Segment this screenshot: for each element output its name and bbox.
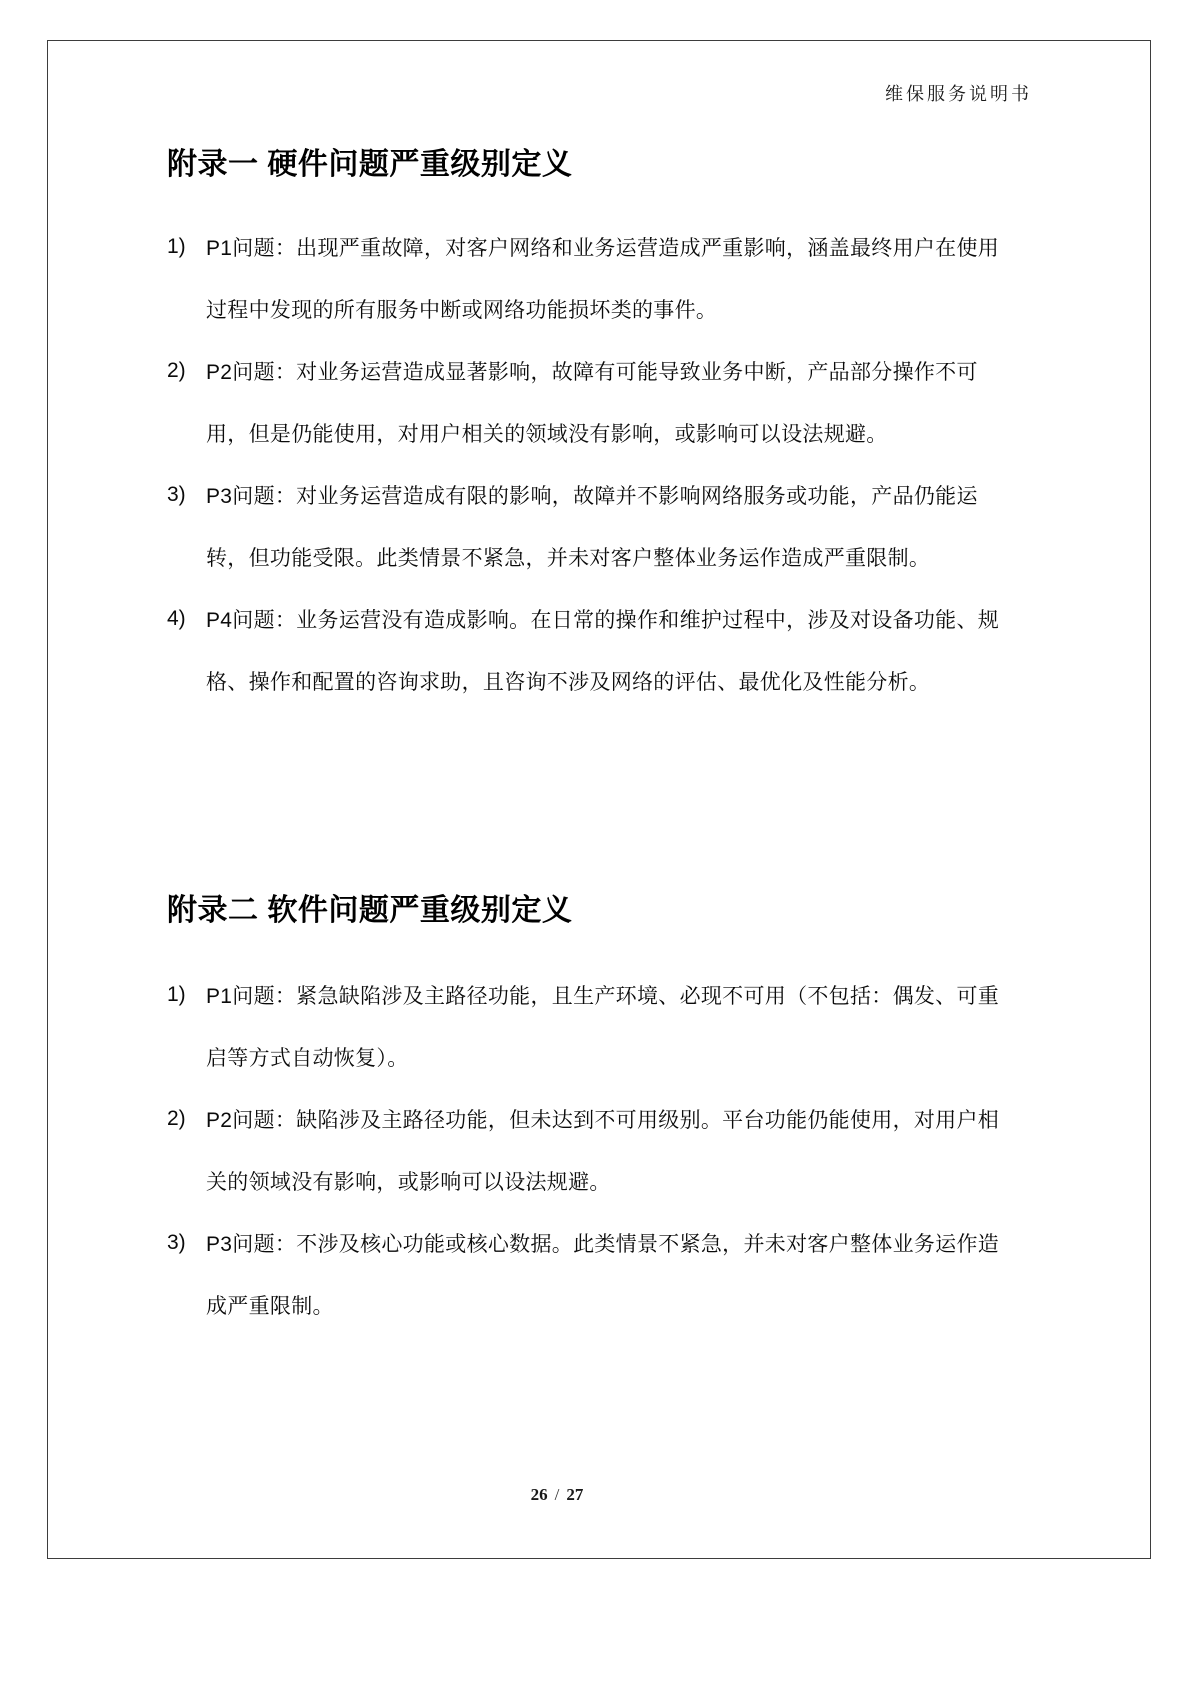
list-item <box>167 216 1115 340</box>
item-number: 1) <box>167 235 186 258</box>
list-item <box>167 464 1115 588</box>
item-line-1: P2问题：对业务运营造成显著影响，故障有可能导致业务中断，产品部分操作不可 <box>206 361 978 384</box>
list-item <box>167 964 1115 1088</box>
item-line-1: P1问题：紧急缺陷涉及主路径功能，且生产环境、必现不可用（不包括：偶发、可重 <box>206 985 1000 1008</box>
appendix-2-title: 附录二 软件问题严重级别定义 <box>167 894 573 927</box>
item-number: 4) <box>167 607 186 630</box>
list-item <box>167 1088 1115 1212</box>
item-number: 2) <box>167 359 186 382</box>
item-line-1: P3问题：对业务运营造成有限的影响，故障并不影响网络服务或功能，产品仍能运 <box>206 485 978 508</box>
item-line-2: 启等方式自动恢复）。 <box>206 1047 409 1070</box>
item-number: 3) <box>167 1231 186 1254</box>
item-line-2: 用，但是仍能使用，对用户相关的领域没有影响，或影响可以设法规避。 <box>206 423 888 446</box>
item-line-1: P1问题：出现严重故障，对客户网络和业务运营造成严重影响，涵盖最终用户在使用 <box>206 237 1000 260</box>
list-item <box>167 340 1115 464</box>
item-number: 2) <box>167 1107 186 1130</box>
appendix-1-list <box>167 216 1115 712</box>
item-line-2: 转，但功能受限。此类情景不紧急，并未对客户整体业务运作造成严重限制。 <box>206 547 931 570</box>
item-line-2: 关的领域没有影响，或影响可以设法规避。 <box>206 1171 611 1194</box>
item-line-2: 格、操作和配置的咨询求助，且咨询不涉及网络的评估、最优化及性能分析。 <box>206 671 931 694</box>
item-line-1: P4问题：业务运营没有造成影响。在日常的操作和维护过程中，涉及对设备功能、规 <box>206 609 1000 632</box>
page-number-separator: / <box>554 1485 560 1504</box>
item-line-2: 成严重限制。 <box>206 1295 334 1318</box>
page-number-total: 27 <box>566 1485 584 1504</box>
doc-header-title: 维保服务说明书 <box>885 84 1032 104</box>
list-item <box>167 588 1115 712</box>
appendix-2-list <box>167 964 1115 1336</box>
page-number-current: 26 <box>530 1485 548 1504</box>
item-number: 3) <box>167 483 186 506</box>
page-footer <box>0 1485 1114 1505</box>
item-line-1: P3问题：不涉及核心功能或核心数据。此类情景不紧急，并未对客户整体业务运作造 <box>206 1233 1000 1256</box>
item-number: 1) <box>167 983 186 1006</box>
appendix-1-title: 附录一 硬件问题严重级别定义 <box>167 148 573 181</box>
item-line-2: 过程中发现的所有服务中断或网络功能损坏类的事件。 <box>206 299 718 322</box>
item-line-1: P2问题：缺陷涉及主路径功能，但未达到不可用级别。平台功能仍能使用，对用户相 <box>206 1109 1000 1132</box>
list-item <box>167 1212 1115 1336</box>
